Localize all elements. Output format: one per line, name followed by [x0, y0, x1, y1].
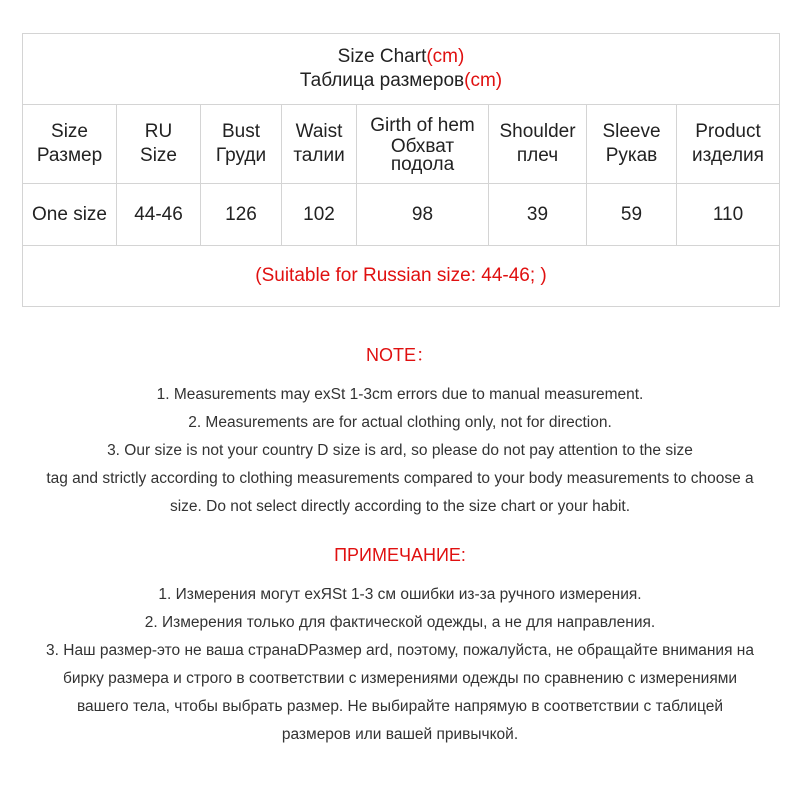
- cell-product: 110: [677, 184, 780, 246]
- header-hem-ru: Обхват подола: [390, 136, 455, 175]
- cell-ru-size: 44-46: [117, 184, 201, 246]
- header-shoulder-ru: плеч: [516, 145, 559, 166]
- header-size-en: Size: [51, 121, 88, 142]
- header-waist: [282, 105, 357, 184]
- note-line: size. Do not select directly according to the size chart or your habit.: [169, 498, 631, 515]
- header-shoulder-en: Shoulder: [499, 121, 576, 142]
- header-shoulder: [489, 105, 587, 184]
- cell-hem: 98: [357, 184, 489, 246]
- cell-shoulder: 39: [489, 184, 587, 246]
- header-bust-en: Bust: [221, 121, 261, 142]
- note-line: 1. Measurements may exSt 1-3cm errors due to manual measurement.: [156, 386, 644, 403]
- note-line: 1. Измерения могут exЯSt 1-3 см ошибки из-за ручного измерения.: [158, 586, 642, 603]
- title-en: Size Chart: [337, 46, 427, 67]
- cell-size: One size: [23, 184, 117, 246]
- size-chart-title: [23, 34, 780, 105]
- table-title-row: [23, 34, 780, 105]
- header-bust: [201, 105, 282, 184]
- header-size: [23, 105, 117, 184]
- note-line: бирку размера и строго в соответствии с измерениями одежды по сравнению с измерениями: [62, 670, 738, 687]
- header-ru-ru: Size: [140, 145, 177, 166]
- header-sleeve: [587, 105, 677, 184]
- note-heading: NOTE：: [365, 345, 434, 365]
- header-ru-size: [117, 105, 201, 184]
- header-product: [677, 105, 780, 184]
- header-hem-en: Girth of hem: [370, 115, 475, 136]
- header-bust-ru: Груди: [215, 145, 267, 166]
- suitable-size-note: (Suitable for Russian size: 44-46; ): [23, 246, 780, 307]
- english-notes: [10, 343, 790, 521]
- cell-sleeve: 59: [587, 184, 677, 246]
- note-line: 2. Measurements are for actual clothing only, not for direction.: [188, 414, 612, 431]
- title-ru: Таблица размеров: [299, 70, 465, 91]
- russian-notes: [10, 543, 790, 749]
- note-line: 3. Our size is not your country D size is ard, so please do not pay attention to the size: [107, 442, 693, 459]
- note-line: вашего тела, чтобы выбрать размер. Не выбирайте напрямую в соответствии с таблицей: [77, 698, 723, 715]
- header-hem: [357, 105, 489, 184]
- header-product-en: Product: [695, 121, 761, 142]
- table-row: [23, 184, 780, 246]
- note-line: tag and strictly according to clothing measurements compared to your body measurements to choose a: [46, 470, 754, 487]
- note-line: 3. Наш размер-это не ваша странаDРазмер ard, поэтому, пожалуйста, не обращайте внимания на: [46, 642, 754, 659]
- suitable-row: [23, 246, 780, 307]
- note-line: 2. Измерения только для фактической одежды, а не для направления.: [144, 614, 656, 631]
- table-header-row: [23, 105, 780, 184]
- title-en-unit: (cm): [426, 46, 465, 67]
- header-product-ru: изделия: [692, 145, 764, 166]
- note-heading-ru: ПРИМЕЧАНИЕ:: [334, 545, 466, 565]
- note-line: размеров или вашей привычкой.: [281, 726, 519, 743]
- size-chart-table: [22, 33, 780, 307]
- header-size-ru: Размер: [36, 145, 103, 166]
- header-sleeve-en: Sleeve: [602, 121, 661, 142]
- header-waist-ru: талии: [293, 145, 345, 166]
- header-ru-en: RU: [144, 121, 173, 142]
- cell-bust: 126: [201, 184, 282, 246]
- cell-waist: 102: [282, 184, 357, 246]
- title-ru-unit: (cm): [464, 70, 503, 91]
- header-sleeve-ru: Рукав: [605, 145, 658, 166]
- header-waist-en: Waist: [295, 121, 343, 142]
